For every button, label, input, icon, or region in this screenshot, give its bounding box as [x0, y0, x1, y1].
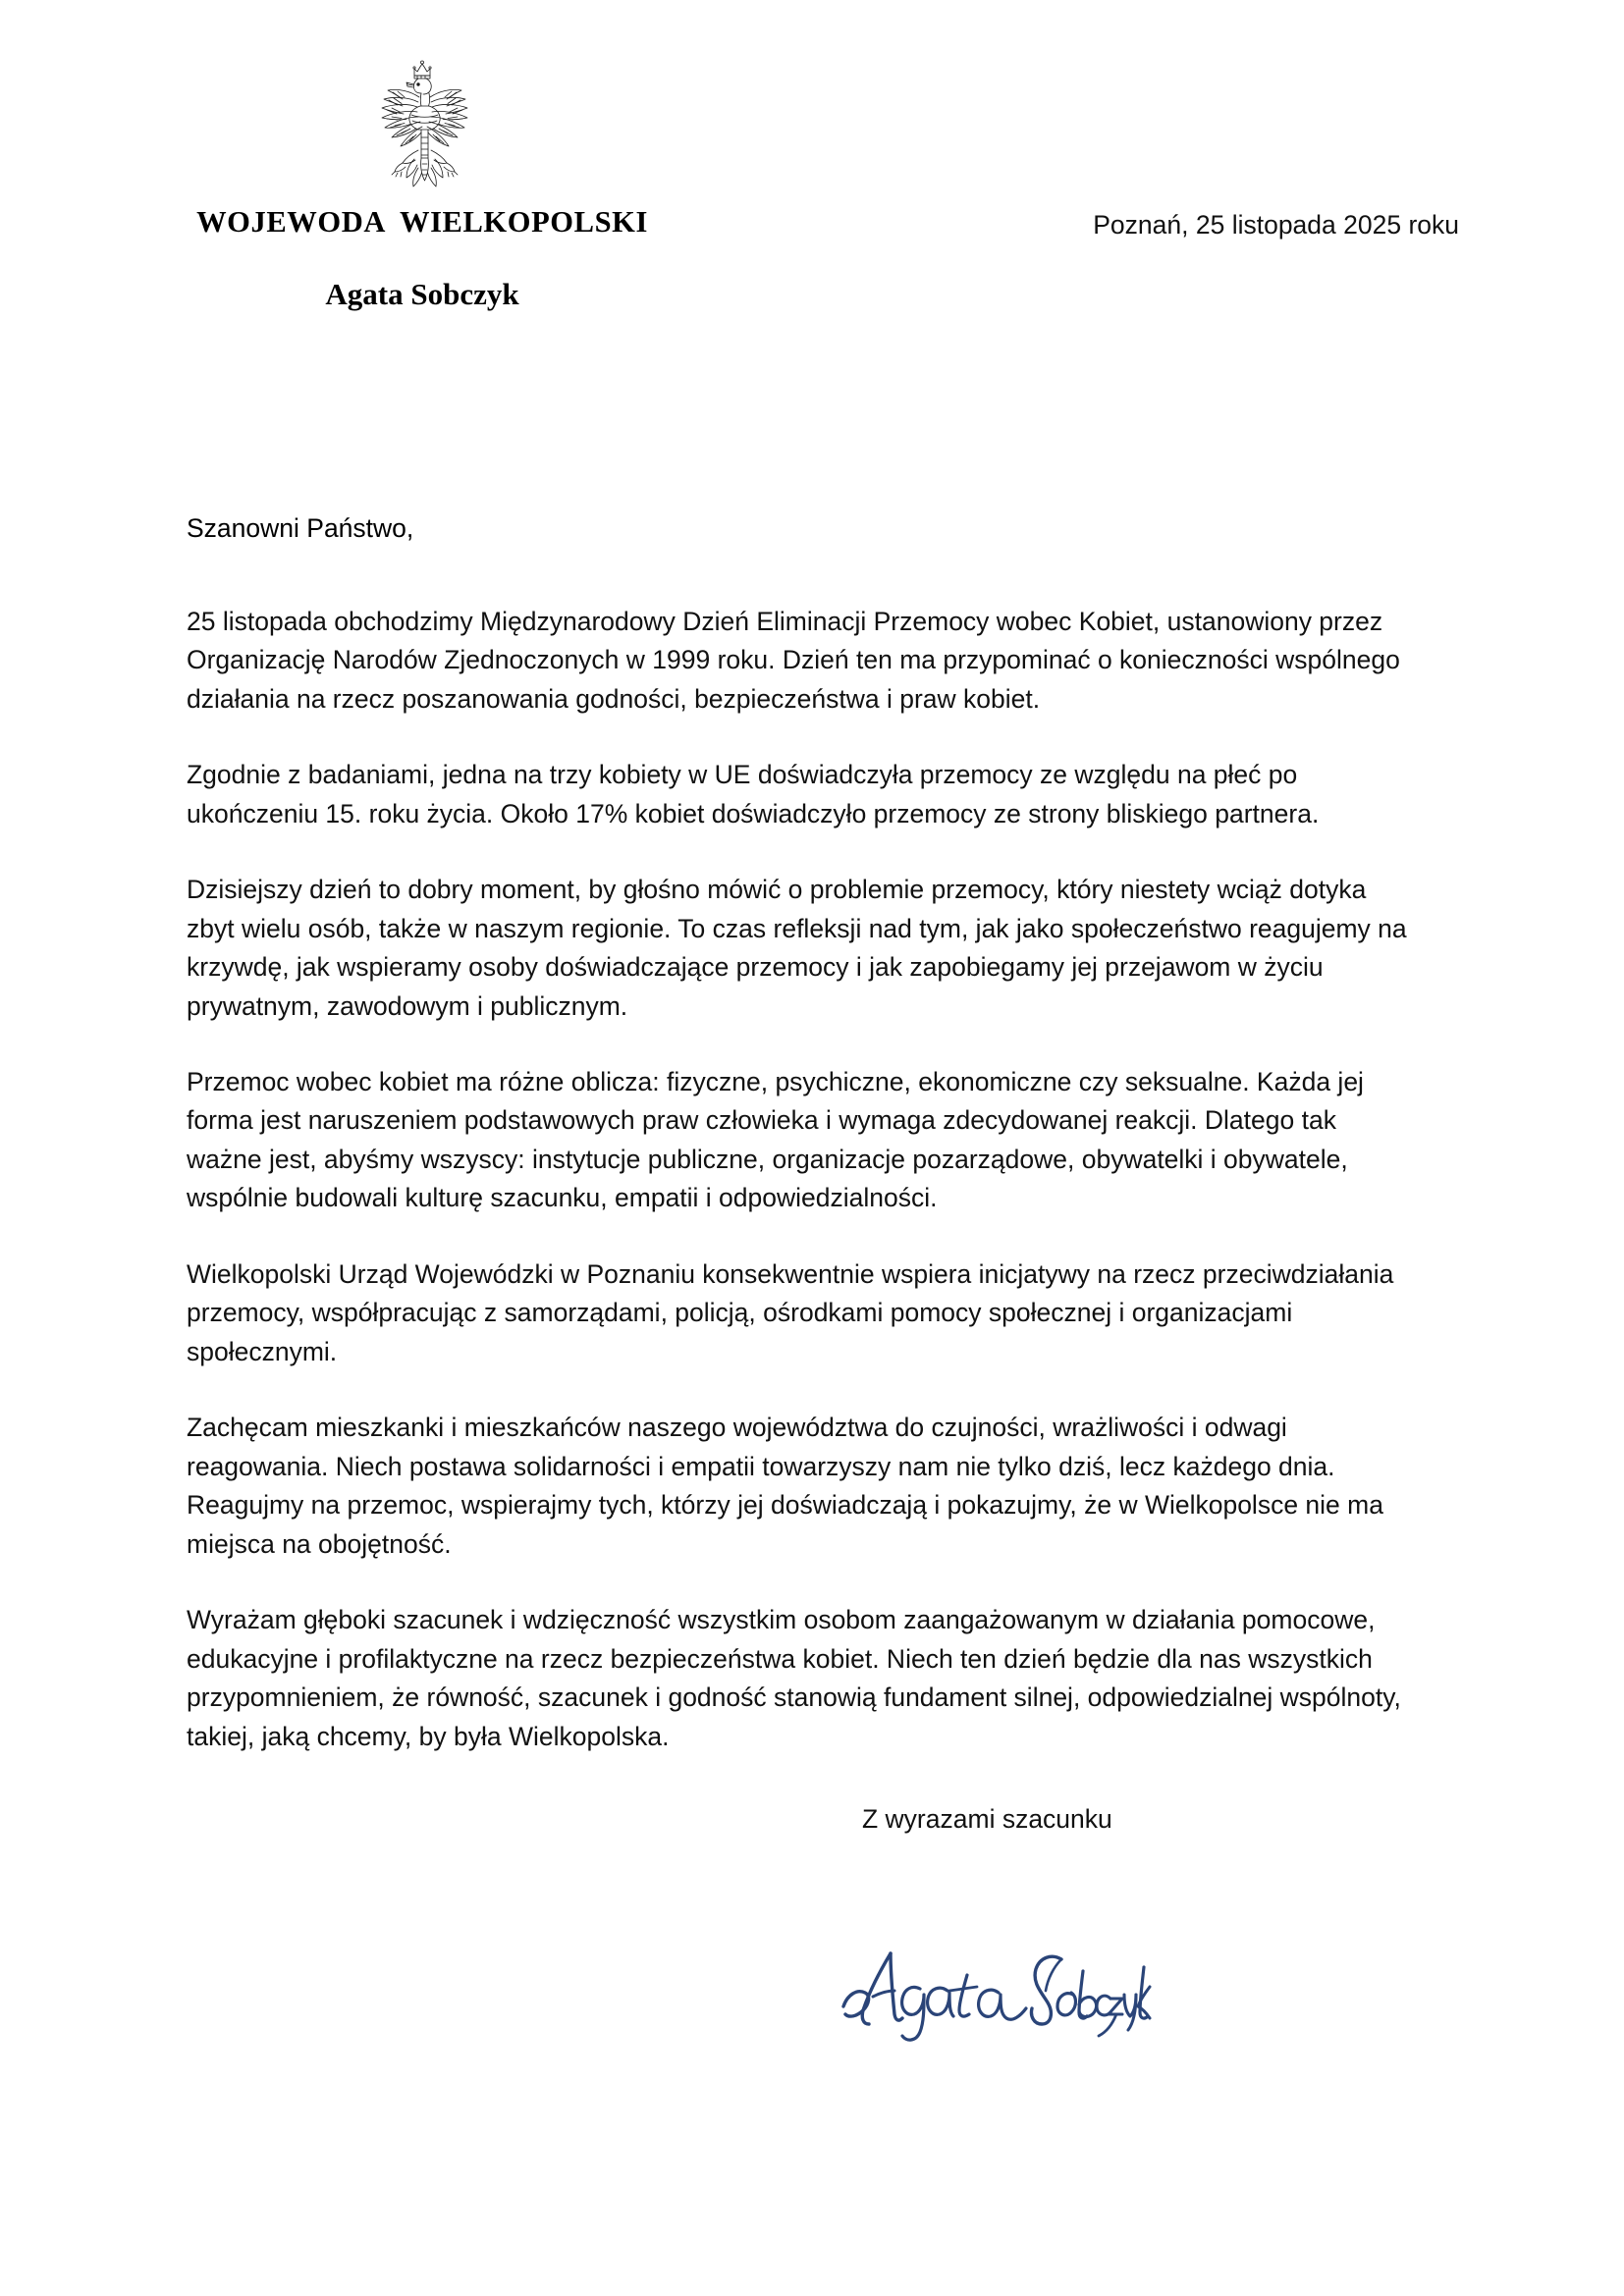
- paragraph-4: [187, 1063, 1409, 1218]
- handwritten-signature-agata-sobczyk: [830, 1932, 1154, 2045]
- paragraph-3: [187, 871, 1409, 1026]
- paragraph-6: [187, 1409, 1409, 1564]
- signature: [830, 1932, 1154, 2045]
- closing-phrase: Z wyrazami szacunku: [862, 1804, 1112, 1834]
- office-title: [147, 205, 697, 240]
- paragraph-7-text: Wyrażam głęboki szacunek i wdzięczność wszystkim osobom zaangażowanym w działania pomocowe, edukacyjne i profilaktyczne na rzecz bezpieczeństwa kobiet. Niech ten dzień będzie dla nas wszystkich przypomnieniem, że równość, szacunek i godność stanowią fundament silnej, odpowiedzialnej wspólnoty, takiej, jaką chcemy, by była Wielkopolska.: [187, 1605, 1401, 1751]
- paragraph-4-text: Przemoc wobec kobiet ma różne oblicza: fizyczne, psychiczne, ekonomiczne czy seksualne. Każda jej forma jest naruszeniem podstawowych praw człowieka i wymaga zdecydowanej reakcji. Dlatego tak ważne jest, abyśmy wszyscy: instytucje publiczne, organizacje pozarządowe, obywatelki i obywatele, wspólnie budowali kulturę szacunku, empatii i odpowiedzialności.: [187, 1066, 1364, 1213]
- paragraph-2: [187, 756, 1409, 833]
- salutation: Szanowni Państwo,: [187, 513, 414, 543]
- paragraph-1-text: 25 listopada obchodzimy Międzynarodowy Dzień Eliminacji Przemocy wobec Kobiet, ustanowiony przez Organizację Narodów Zjednoczonych w 1999 roku. Dzień ten ma przypominać o konieczności wspólnego działania na rzecz poszanowania godności, bezpieczeństwa i praw kobiet.: [187, 606, 1400, 714]
- letterhead: [147, 54, 697, 312]
- paragraph-6-text: Zachęcam mieszkanki i mieszkańców naszego województwa do czujności, wrażliwości i odwagi reagowania. Niech postawa solidarności i empatii towarzyszy nam nie tylko dziś, lecz każdego dnia. Reagujmy na przemoc, wspierajmy tych, którzy jej doświadczają i pokazujmy, że w Wielkopolsce nie ma miejsca na obojętność.: [187, 1413, 1383, 1559]
- place-and-date: Poznań, 25 listopada 2025 roku: [1093, 210, 1459, 240]
- paragraph-5: [187, 1255, 1409, 1371]
- paragraph-3-text: Dzisiejszy dzień to dobry moment, by głośno mówić o problemie przemocy, który niestety wciąż dotyka zbyt wielu osób, także w naszym regionie. To czas refleksji nad tym, jak jako społeczeństwo reagujemy na krzywdę, jak wspieramy osoby doświadczające przemocy i jak zapobiegamy jej przejawom w życiu prywatnym, zawodowym i publicznym.: [187, 875, 1407, 1021]
- paragraph-1: [187, 603, 1409, 719]
- office-title-word-1: WOJEWODA: [196, 205, 386, 239]
- office-title-word-2: WIELKOPOLSKI: [399, 205, 648, 239]
- letter-body: [187, 510, 1409, 1756]
- paragraph-7: [187, 1601, 1409, 1756]
- paragraph-2-text: Zgodnie z badaniami, jedna na trzy kobiety w UE doświadczyła przemocy ze względu na płeć po ukończeniu 15. roku życia. Około 17% kobiet doświadczyło przemocy ze strony bliskiego partnera.: [187, 760, 1320, 828]
- paragraph-5-text: Wielkopolski Urząd Wojewódzki w Poznaniu konsekwentnie wspiera inicjatywy na rzecz przeciwdziałania przemocy, współpracując z samorządami, policją, ośrodkami pomocy społecznej i organizacjami społecznymi.: [187, 1258, 1394, 1366]
- official-name: Agata Sobczyk: [325, 277, 519, 311]
- polish-eagle-coat-of-arms-icon: [363, 54, 481, 191]
